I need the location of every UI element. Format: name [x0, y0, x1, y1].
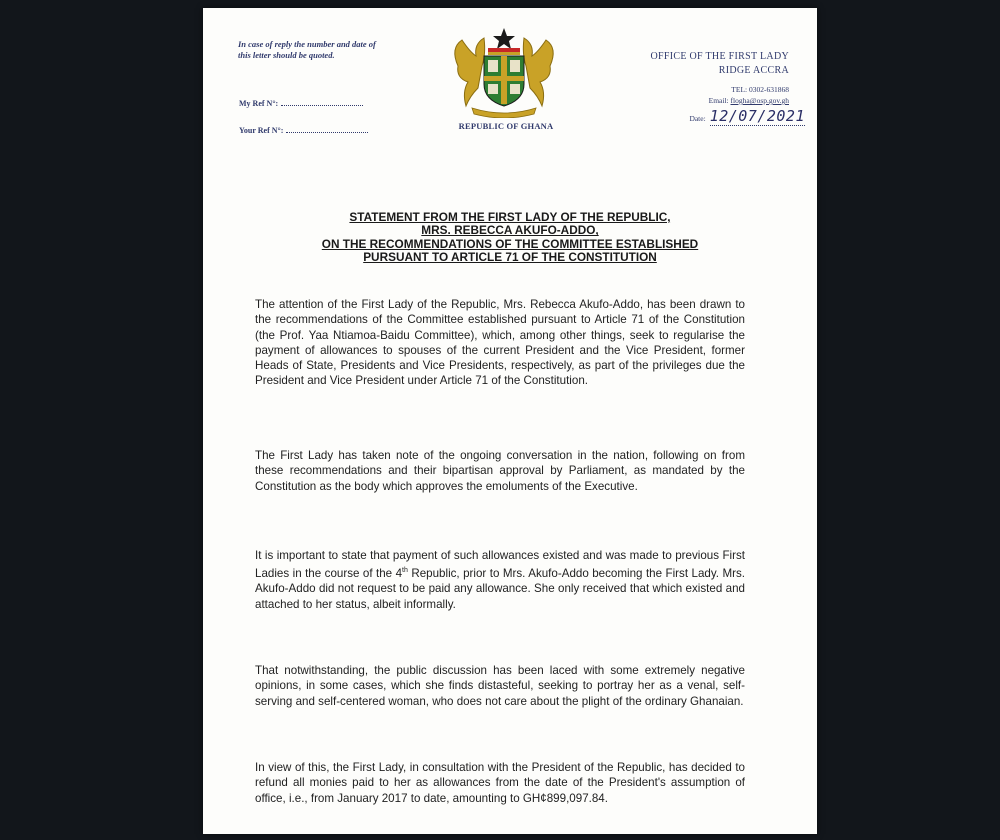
email-label: Email:	[708, 96, 729, 105]
my-ref-line	[239, 99, 363, 108]
office-title: OFFICE OF THE FIRST LADY	[650, 51, 789, 62]
my-ref-label: My Ref N°:	[239, 99, 279, 108]
your-ref-line	[239, 126, 368, 135]
paragraph-3	[255, 548, 745, 612]
handwritten-date: 12/07/2021	[709, 107, 805, 125]
heading-line-3: ON THE RECOMMENDATIONS OF THE COMMITTEE ESTABLISHED	[321, 236, 699, 251]
paragraph-3-part-2: Republic, prior to Mrs. Akufo-Addo becoming the First Lady. Mrs. Akufo-Addo did not request to be paid any allowance. She only received that which existed and attached to her status, albeit informally.	[255, 567, 745, 611]
paragraph-5: In view of this, the First Lady, in consultation with the President of the Republic, has decided to refund all monies paid to her as allowances from the date of the President's assumption of office, i.e., from January 2017 to date, amounting to GH¢899,097.84.	[255, 761, 745, 805]
heading-line-4: PURSUANT TO ARTICLE 71 OF THE CONSTITUTION	[363, 250, 657, 265]
statement-heading	[243, 211, 777, 265]
heading-line-2: MRS. REBECCA AKUFO-ADDO,	[421, 223, 599, 238]
office-telephone: TEL: 0302-631868	[731, 85, 789, 94]
office-address-block	[650, 50, 789, 106]
my-ref-blank	[281, 105, 363, 106]
letter-page	[203, 8, 817, 834]
office-city: RIDGE ACCRA	[718, 65, 789, 76]
paragraph-1: The attention of the First Lady of the Republic, Mrs. Rebecca Akufo-Addo, has been drawn to the recommendations of the Committee established pursuant to Article 71 of the Constitution (the Prof. Yaa Ntiamoa-Baidu Committee), which, among other things, seek to regularise the payment of allowances to spouses of the current President and the Vice President, former Heads of State, Presidents and Vice Presidents, respectively, as part of the privileges due the President and Vice President under Article 71 of the Constitution.	[255, 298, 745, 388]
paragraph-4: That notwithstanding, the public discussion has been laced with some extremely negative opinions, in some cases, which she finds distasteful, seeking to portray her as a venal, self-serving and self-centered woman, who does not care about the plight of the ordinary Ghanaian.	[255, 664, 745, 708]
paragraph-2: The First Lady has taken note of the ongoing conversation in the nation, following on from these recommendations and their bipartisan approval by Parliament, as mandated by the Constitution as the body which approves the emoluments of the Executive.	[255, 449, 745, 493]
office-email-line	[650, 95, 789, 106]
date-line	[689, 107, 805, 126]
paragraph-3-part-1: It is important to state that payment of such allowances existed and was made to previous First Ladies in the course of the 4	[255, 549, 745, 581]
your-ref-blank	[286, 132, 368, 133]
your-ref-label: Your Ref N°:	[239, 126, 284, 135]
ordinal-suffix: th	[402, 567, 408, 575]
ghana-coat-of-arms-icon	[448, 26, 560, 118]
reply-instructions: In case of reply the number and date of this letter should be quoted.	[238, 39, 376, 60]
heading-line-1: STATEMENT FROM THE FIRST LADY OF THE REPUBLIC,	[349, 210, 671, 224]
email-address: flogha@osp.gov.gh	[730, 96, 789, 105]
date-label: Date:	[689, 114, 706, 123]
crest-caption: REPUBLIC OF GHANA	[458, 121, 554, 131]
